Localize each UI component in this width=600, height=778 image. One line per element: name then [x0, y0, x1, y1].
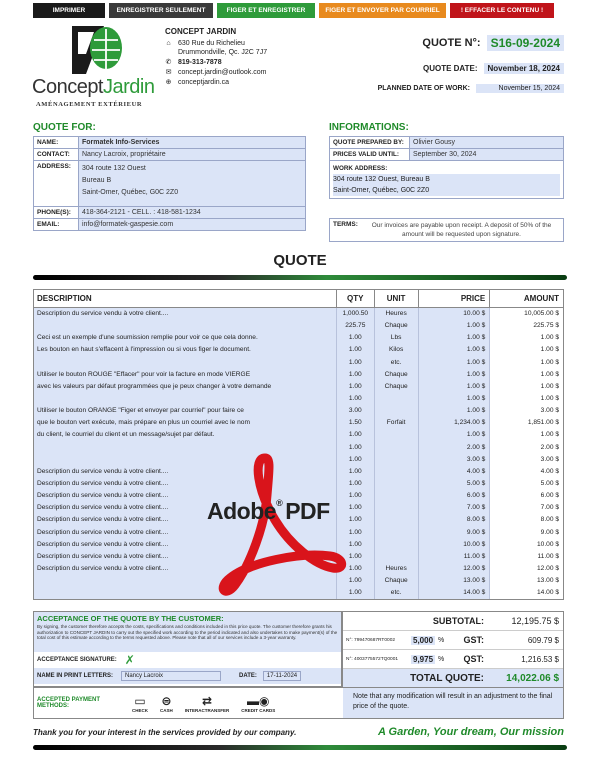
item-a-cell: 13.00 $	[490, 575, 563, 587]
item-u-cell[interactable]	[375, 393, 419, 405]
item-u-cell[interactable]	[375, 442, 419, 454]
item-p-cell[interactable]: 13.00 $	[419, 575, 491, 587]
leaf-logo-icon	[64, 24, 124, 76]
mail-icon: ✉	[165, 69, 172, 76]
item-p-cell[interactable]: 8.00 $	[419, 514, 491, 526]
cash-icon: ⊜	[161, 693, 172, 708]
home-icon: ⌂	[166, 40, 171, 47]
toolbar	[33, 3, 567, 18]
work-date[interactable]: November 15, 2024	[476, 84, 564, 93]
client-email[interactable]: info@formatek-gaspesie.com	[79, 219, 306, 231]
item-q-cell[interactable]: 1.00	[337, 490, 375, 502]
total-value: 14,022.06 $	[506, 673, 559, 684]
quote-date-label: QUOTE DATE:	[422, 64, 478, 73]
total-label: TOTAL QUOTE:	[410, 673, 484, 684]
logo-word-1: Concept	[32, 76, 103, 98]
item-a-cell: 1.00 $	[490, 393, 563, 405]
transfer-icon: ⇄	[202, 693, 213, 708]
table-row	[34, 429, 563, 441]
item-q-cell[interactable]: 1.00	[337, 332, 375, 344]
cash-label: CASH	[160, 707, 173, 713]
item-u-cell[interactable]: Lbs	[375, 332, 419, 344]
phone-label: PHONE(S):	[34, 207, 79, 219]
item-u-cell[interactable]: Heures	[375, 563, 419, 575]
company-address-1: 630 Rue du Richelieu	[178, 40, 245, 47]
item-a-cell: 4.00 $	[490, 466, 563, 478]
gst-value: 609.79 $	[527, 635, 559, 645]
item-u-cell[interactable]	[375, 527, 419, 539]
check-label: CHECK	[132, 707, 149, 713]
table-row	[34, 320, 563, 332]
gst-rate[interactable]: 5,000	[413, 635, 434, 645]
terms-box	[329, 218, 564, 242]
item-p-cell[interactable]: 1.00 $	[419, 369, 491, 381]
item-d-cell[interactable]	[34, 393, 337, 405]
item-p-cell[interactable]: 14.00 $	[419, 587, 491, 599]
print-name-label: NAME IN PRINT LETTERS:	[37, 673, 113, 679]
item-d-cell[interactable]: Description du service vendu à votre client....	[34, 466, 337, 478]
item-q-cell[interactable]: 1.00	[337, 381, 375, 393]
item-d-cell[interactable]: Description du service vendu à votre client....	[34, 490, 337, 502]
prepared-by[interactable]: Olivier Gousy	[410, 137, 564, 149]
adobe-pdf-icon	[205, 450, 355, 600]
item-a-cell: 7.00 $	[490, 502, 563, 514]
item-p-cell[interactable]: 9.00 $	[419, 527, 491, 539]
company-email[interactable]: concept.jardin@outlook.com	[178, 69, 267, 76]
item-u-cell[interactable]	[375, 502, 419, 514]
item-q-cell[interactable]: 1.00	[337, 357, 375, 369]
divider-top	[33, 275, 567, 280]
items-header	[34, 290, 563, 308]
item-a-cell: 9.00 $	[490, 527, 563, 539]
item-q-cell[interactable]: 1.00	[337, 454, 375, 466]
print-name[interactable]: Nancy Lacroix	[121, 671, 221, 681]
item-q-cell[interactable]: 3.00	[337, 405, 375, 417]
item-u-cell[interactable]: etc.	[375, 587, 419, 599]
item-q-cell[interactable]: 1.00	[337, 429, 375, 441]
subtotal-label: SUBTOTAL:	[432, 616, 484, 626]
item-d-cell[interactable]: Description du service vendu à votre client....	[34, 527, 337, 539]
item-p-cell[interactable]: 4.00 $	[419, 466, 491, 478]
table-row	[34, 369, 563, 381]
item-d-cell[interactable]	[34, 357, 337, 369]
item-a-cell: 1,851.00 $	[490, 417, 563, 429]
client-contact[interactable]: Nancy Lacroix, propriétaire	[79, 149, 306, 161]
item-a-cell: 1.00 $	[490, 381, 563, 393]
item-q-cell[interactable]: 1.00	[337, 442, 375, 454]
signature-field[interactable]: ✗	[124, 653, 135, 667]
pdf-word: PDF	[285, 498, 330, 524]
address-label: ADDRESS:	[34, 161, 79, 207]
credit-card-icon: ▬◉	[247, 693, 270, 708]
item-p-cell[interactable]: 11.00 $	[419, 551, 491, 563]
client-address-2[interactable]: Bureau B	[82, 177, 112, 184]
qty-header: QTY	[337, 290, 375, 308]
sign-date-label: DATE:	[239, 673, 257, 679]
quote-number-label: QUOTE N°:	[422, 37, 481, 49]
acceptance-box	[33, 611, 342, 687]
terms-text: Our invoices are payable upon receipt. A deposit of 50% of the amount will be requested upon signature.	[371, 222, 552, 238]
item-p-cell[interactable]: 1.00 $	[419, 332, 491, 344]
item-p-cell[interactable]: 12.00 $	[419, 563, 491, 575]
item-p-cell[interactable]: 5.00 $	[419, 478, 491, 490]
unit-header: UNIT	[375, 290, 419, 308]
quote-for-table	[33, 136, 306, 231]
informations-title: INFORMATIONS:	[329, 122, 409, 133]
company-web[interactable]: conceptjardin.ca	[178, 79, 229, 86]
amount-header: AMOUNT	[523, 294, 559, 303]
item-a-cell: 6.00 $	[490, 490, 563, 502]
company-phone: 819-313-7878	[178, 59, 222, 66]
client-phone[interactable]: 418-364-2121 - CELL. : 418-581-1234	[79, 207, 306, 219]
quote-date[interactable]: November 18, 2024	[484, 63, 565, 74]
desc-header: DESCRIPTION	[34, 290, 337, 308]
print-button[interactable]: IMPRIMER	[33, 3, 105, 18]
company-address-2: Drummondville, Qc. J2C 7J7	[178, 49, 268, 56]
footer-thanks: Thank you for your interest in the services provided by our company.	[33, 728, 297, 737]
company-logo	[32, 24, 157, 114]
item-u-cell[interactable]	[375, 478, 419, 490]
item-u-cell[interactable]: Heures	[375, 308, 419, 320]
table-row	[34, 332, 563, 344]
item-d-cell[interactable]: Description du service vendu à votre client....	[34, 514, 337, 526]
qst-percent: %	[438, 655, 445, 663]
item-u-cell[interactable]	[375, 405, 419, 417]
item-p-cell[interactable]: 1,234.00 $	[419, 417, 491, 429]
item-a-cell: 1.00 $	[490, 369, 563, 381]
item-d-cell[interactable]	[34, 320, 337, 332]
item-d-cell[interactable]: Les bouton en haut s'effacent à l'impression ou si vous figer le document.	[34, 344, 337, 356]
item-p-cell[interactable]: 1.00 $	[419, 344, 491, 356]
table-row	[34, 308, 563, 320]
qst-rate[interactable]: 9,975	[413, 654, 434, 664]
totals-box	[342, 611, 564, 687]
item-q-cell[interactable]: 1,000.50	[337, 308, 375, 320]
adobe-pdf-watermark	[205, 450, 355, 600]
item-q-cell[interactable]: 1.00	[337, 539, 375, 551]
qst-value: 1,216.53 $	[521, 654, 559, 664]
item-u-cell[interactable]: Chaque	[375, 320, 419, 332]
signature-label: ACCEPTANCE SIGNATURE:	[37, 657, 117, 663]
item-a-cell: 10,005.00 $	[490, 308, 563, 320]
item-a-cell: 5.00 $	[490, 478, 563, 490]
item-a-cell: 3.00 $	[490, 405, 563, 417]
terms-label: TERMS:	[333, 221, 358, 228]
item-q-cell[interactable]: 1.00	[337, 369, 375, 381]
item-q-cell[interactable]: 1.00	[337, 502, 375, 514]
item-u-cell[interactable]: Forfait	[375, 417, 419, 429]
work-date-label: PLANNED DATE OF WORK:	[377, 85, 470, 92]
valid-until[interactable]: September 30, 2024	[410, 149, 564, 161]
quote-header	[370, 35, 564, 103]
email-label: EMAIL:	[34, 219, 79, 231]
prepared-label: QUOTE PREPARED BY:	[330, 137, 410, 149]
item-q-cell[interactable]: 225.75	[337, 320, 375, 332]
company-name: CONCEPT JARDIN	[165, 27, 237, 36]
client-address-1[interactable]: 304 route 132 Ouest	[82, 165, 146, 172]
payment-note: Note that any modification will result in an adjustment to the final price of the quote.	[343, 688, 563, 718]
item-a-cell: 1.00 $	[490, 429, 563, 441]
item-d-cell[interactable]: Description du service vendu à votre client....	[34, 551, 337, 563]
item-q-cell[interactable]: 1.00	[337, 563, 375, 575]
item-p-cell[interactable]: 3.00 $	[419, 454, 491, 466]
item-d-cell[interactable]: du client, le courriel du client et un message/sujet par défaut.	[34, 429, 337, 441]
work-address-label: WORK ADDRESS:	[333, 165, 388, 172]
item-a-cell: 11.00 $	[490, 551, 563, 563]
item-p-cell[interactable]: 2.00 $	[419, 442, 491, 454]
cards-label: CREDIT CARDS	[241, 707, 276, 713]
item-q-cell[interactable]: 1.00	[337, 551, 375, 563]
item-q-cell[interactable]: 1.00	[337, 575, 375, 587]
item-p-cell[interactable]: 1.00 $	[419, 357, 491, 369]
gst-number: N°: 799470687RT0002	[346, 637, 396, 643]
check-icon: ▭	[134, 693, 146, 708]
payment-title: ACCEPTED PAYMENT METHODS:	[37, 697, 101, 709]
item-u-cell[interactable]	[375, 490, 419, 502]
contact-label: CONTACT:	[34, 149, 79, 161]
quote-title: QUOTE	[273, 252, 327, 269]
logo-tagline: AMÉNAGEMENT EXTÉRIEUR	[36, 101, 143, 108]
company-info	[165, 27, 267, 88]
item-d-cell[interactable]: Description du service vendu à votre client....	[34, 563, 337, 575]
table-row	[34, 381, 563, 393]
informations-table	[329, 136, 564, 199]
item-q-cell[interactable]: 1.00	[337, 527, 375, 539]
adobe-word: Adobe	[207, 498, 277, 524]
registered-mark: ®	[276, 498, 283, 508]
item-u-cell[interactable]	[375, 429, 419, 441]
item-a-cell: 1.00 $	[490, 357, 563, 369]
price-header: PRICE	[419, 290, 491, 308]
item-d-cell[interactable]: Ceci est un exemple d'une soumission remplie pour voir ce que cela donne.	[34, 332, 337, 344]
payment-box	[33, 687, 564, 719]
freeze-save-button[interactable]: FIGER ET ENREGISTRER	[217, 3, 315, 18]
freeze-send-button[interactable]: FIGER ET ENVOYER PAR COURRIEL	[319, 3, 446, 18]
quote-for-title: QUOTE FOR:	[33, 122, 96, 133]
item-a-cell: 8.00 $	[490, 514, 563, 526]
item-p-cell[interactable]: 7.00 $	[419, 502, 491, 514]
item-q-cell[interactable]: 1.00	[337, 478, 375, 490]
table-row	[34, 405, 563, 417]
subtotal-value: 12,195.75 $	[511, 616, 559, 626]
item-u-cell[interactable]	[375, 514, 419, 526]
item-q-cell[interactable]: 1.00	[337, 466, 375, 478]
item-p-cell[interactable]: 10.00 $	[419, 539, 491, 551]
item-d-cell[interactable]: Description du service vendu à votre client....	[34, 478, 337, 490]
phone-icon: ✆	[165, 59, 172, 66]
item-a-cell: 10.00 $	[490, 539, 563, 551]
table-row	[34, 357, 563, 369]
item-q-cell[interactable]: 1.00	[337, 587, 375, 599]
item-p-cell[interactable]: 1.00 $	[419, 393, 491, 405]
interac-label: INTERACTRANSFER	[184, 707, 230, 713]
gst-percent: %	[438, 636, 445, 644]
work-address-1[interactable]: 304 route 132 Ouest, Bureau B	[333, 174, 560, 185]
item-a-cell: 12.00 $	[490, 563, 563, 575]
gst-label: GST:	[463, 635, 484, 645]
table-row	[34, 344, 563, 356]
item-p-cell[interactable]: 1.00 $	[419, 429, 491, 441]
item-d-cell[interactable]: Description du service vendu à votre client....	[34, 308, 337, 320]
client-address-3[interactable]: Saint-Omer, Québec, G0C 2Z0	[82, 189, 179, 196]
item-q-cell[interactable]: 1.00	[337, 344, 375, 356]
item-a-cell: 225.75 $	[490, 320, 563, 332]
valid-label: PRICES VALID UNTIL:	[330, 149, 410, 161]
item-u-cell[interactable]: Chaque	[375, 369, 419, 381]
name-label: NAME:	[34, 137, 79, 149]
client-name[interactable]: Formatek Info-Services	[79, 137, 306, 149]
item-a-cell: 14.00 $	[490, 587, 563, 599]
acceptance-body: By signing, the customer therefore accepts the costs, specifications and conditions included in this price quote. The customer therefore grants his authorization to CONCEPT JARDIN to carry out the specified work according to the period indicated and also undertakes to make payment(s) of the total cost of this estimate according to the terms requested above. Please note that all of our services include a 3-year warranty.	[37, 624, 338, 641]
footer	[33, 726, 564, 738]
table-row	[34, 417, 563, 429]
item-p-cell[interactable]: 6.00 $	[419, 490, 491, 502]
item-a-cell: 3.00 $	[490, 454, 563, 466]
item-d-cell[interactable]: Description du service vendu à votre client....	[34, 502, 337, 514]
item-d-cell[interactable]: avec les valeurs par défaut programmées que je peux changer à votre demande	[34, 381, 337, 393]
item-u-cell[interactable]: Kilos	[375, 344, 419, 356]
work-address-2[interactable]: Saint-Omer, Québec, G0C 2Z0	[333, 185, 560, 196]
erase-button[interactable]: ! EFFACER LE CONTENU !	[450, 3, 554, 18]
item-d-cell[interactable]: Description du service vendu à votre client....	[34, 539, 337, 551]
footer-slogan: A Garden, Your dream, Our mission	[377, 726, 564, 738]
item-p-cell[interactable]: 1.00 $	[419, 381, 491, 393]
item-u-cell[interactable]: etc.	[375, 357, 419, 369]
qst-label: QST:	[463, 654, 484, 664]
acceptance-title: ACCEPTANCE OF THE QUOTE BY THE CUSTOMER:	[37, 614, 224, 623]
item-u-cell[interactable]	[375, 551, 419, 563]
item-d-cell[interactable]: Utiliser le bouton ROUGE "Effacer" pour voir la facture en mode VIERGE	[34, 369, 337, 381]
item-u-cell[interactable]	[375, 539, 419, 551]
sign-date[interactable]: 17-11-2024	[263, 671, 301, 681]
item-u-cell[interactable]	[375, 454, 419, 466]
item-d-cell[interactable]: Utiliser le bouton ORANGE "Figer et envoyer par courriel" pour faire ce	[34, 405, 337, 417]
save-button[interactable]: ENREGISTRER SEULEMENT	[109, 3, 213, 18]
table-row	[34, 393, 563, 405]
logo-word-2: Jardin	[103, 76, 155, 98]
quote-number[interactable]: S16-09-2024	[487, 35, 564, 51]
item-q-cell[interactable]: 1.50	[337, 417, 375, 429]
divider-bottom	[33, 745, 567, 750]
qst-number: N°: 4003775572TQ0001	[346, 656, 399, 662]
item-q-cell[interactable]: 1.00	[337, 393, 375, 405]
item-u-cell[interactable]	[375, 466, 419, 478]
item-a-cell: 1.00 $	[490, 344, 563, 356]
item-d-cell[interactable]: que le bouton vert exécute, mais prépare en plus un courriel avec le nom	[34, 417, 337, 429]
item-q-cell[interactable]: 1.00	[337, 514, 375, 526]
item-a-cell: 1.00 $	[490, 332, 563, 344]
globe-icon: ⊕	[165, 79, 172, 86]
item-a-cell: 2.00 $	[490, 442, 563, 454]
item-u-cell[interactable]: Chaque	[375, 381, 419, 393]
item-p-cell[interactable]: 1.00 $	[419, 405, 491, 417]
item-p-cell[interactable]: 10.00 $	[419, 308, 491, 320]
item-p-cell[interactable]: 1.00 $	[419, 320, 491, 332]
item-u-cell[interactable]: Chaque	[375, 575, 419, 587]
